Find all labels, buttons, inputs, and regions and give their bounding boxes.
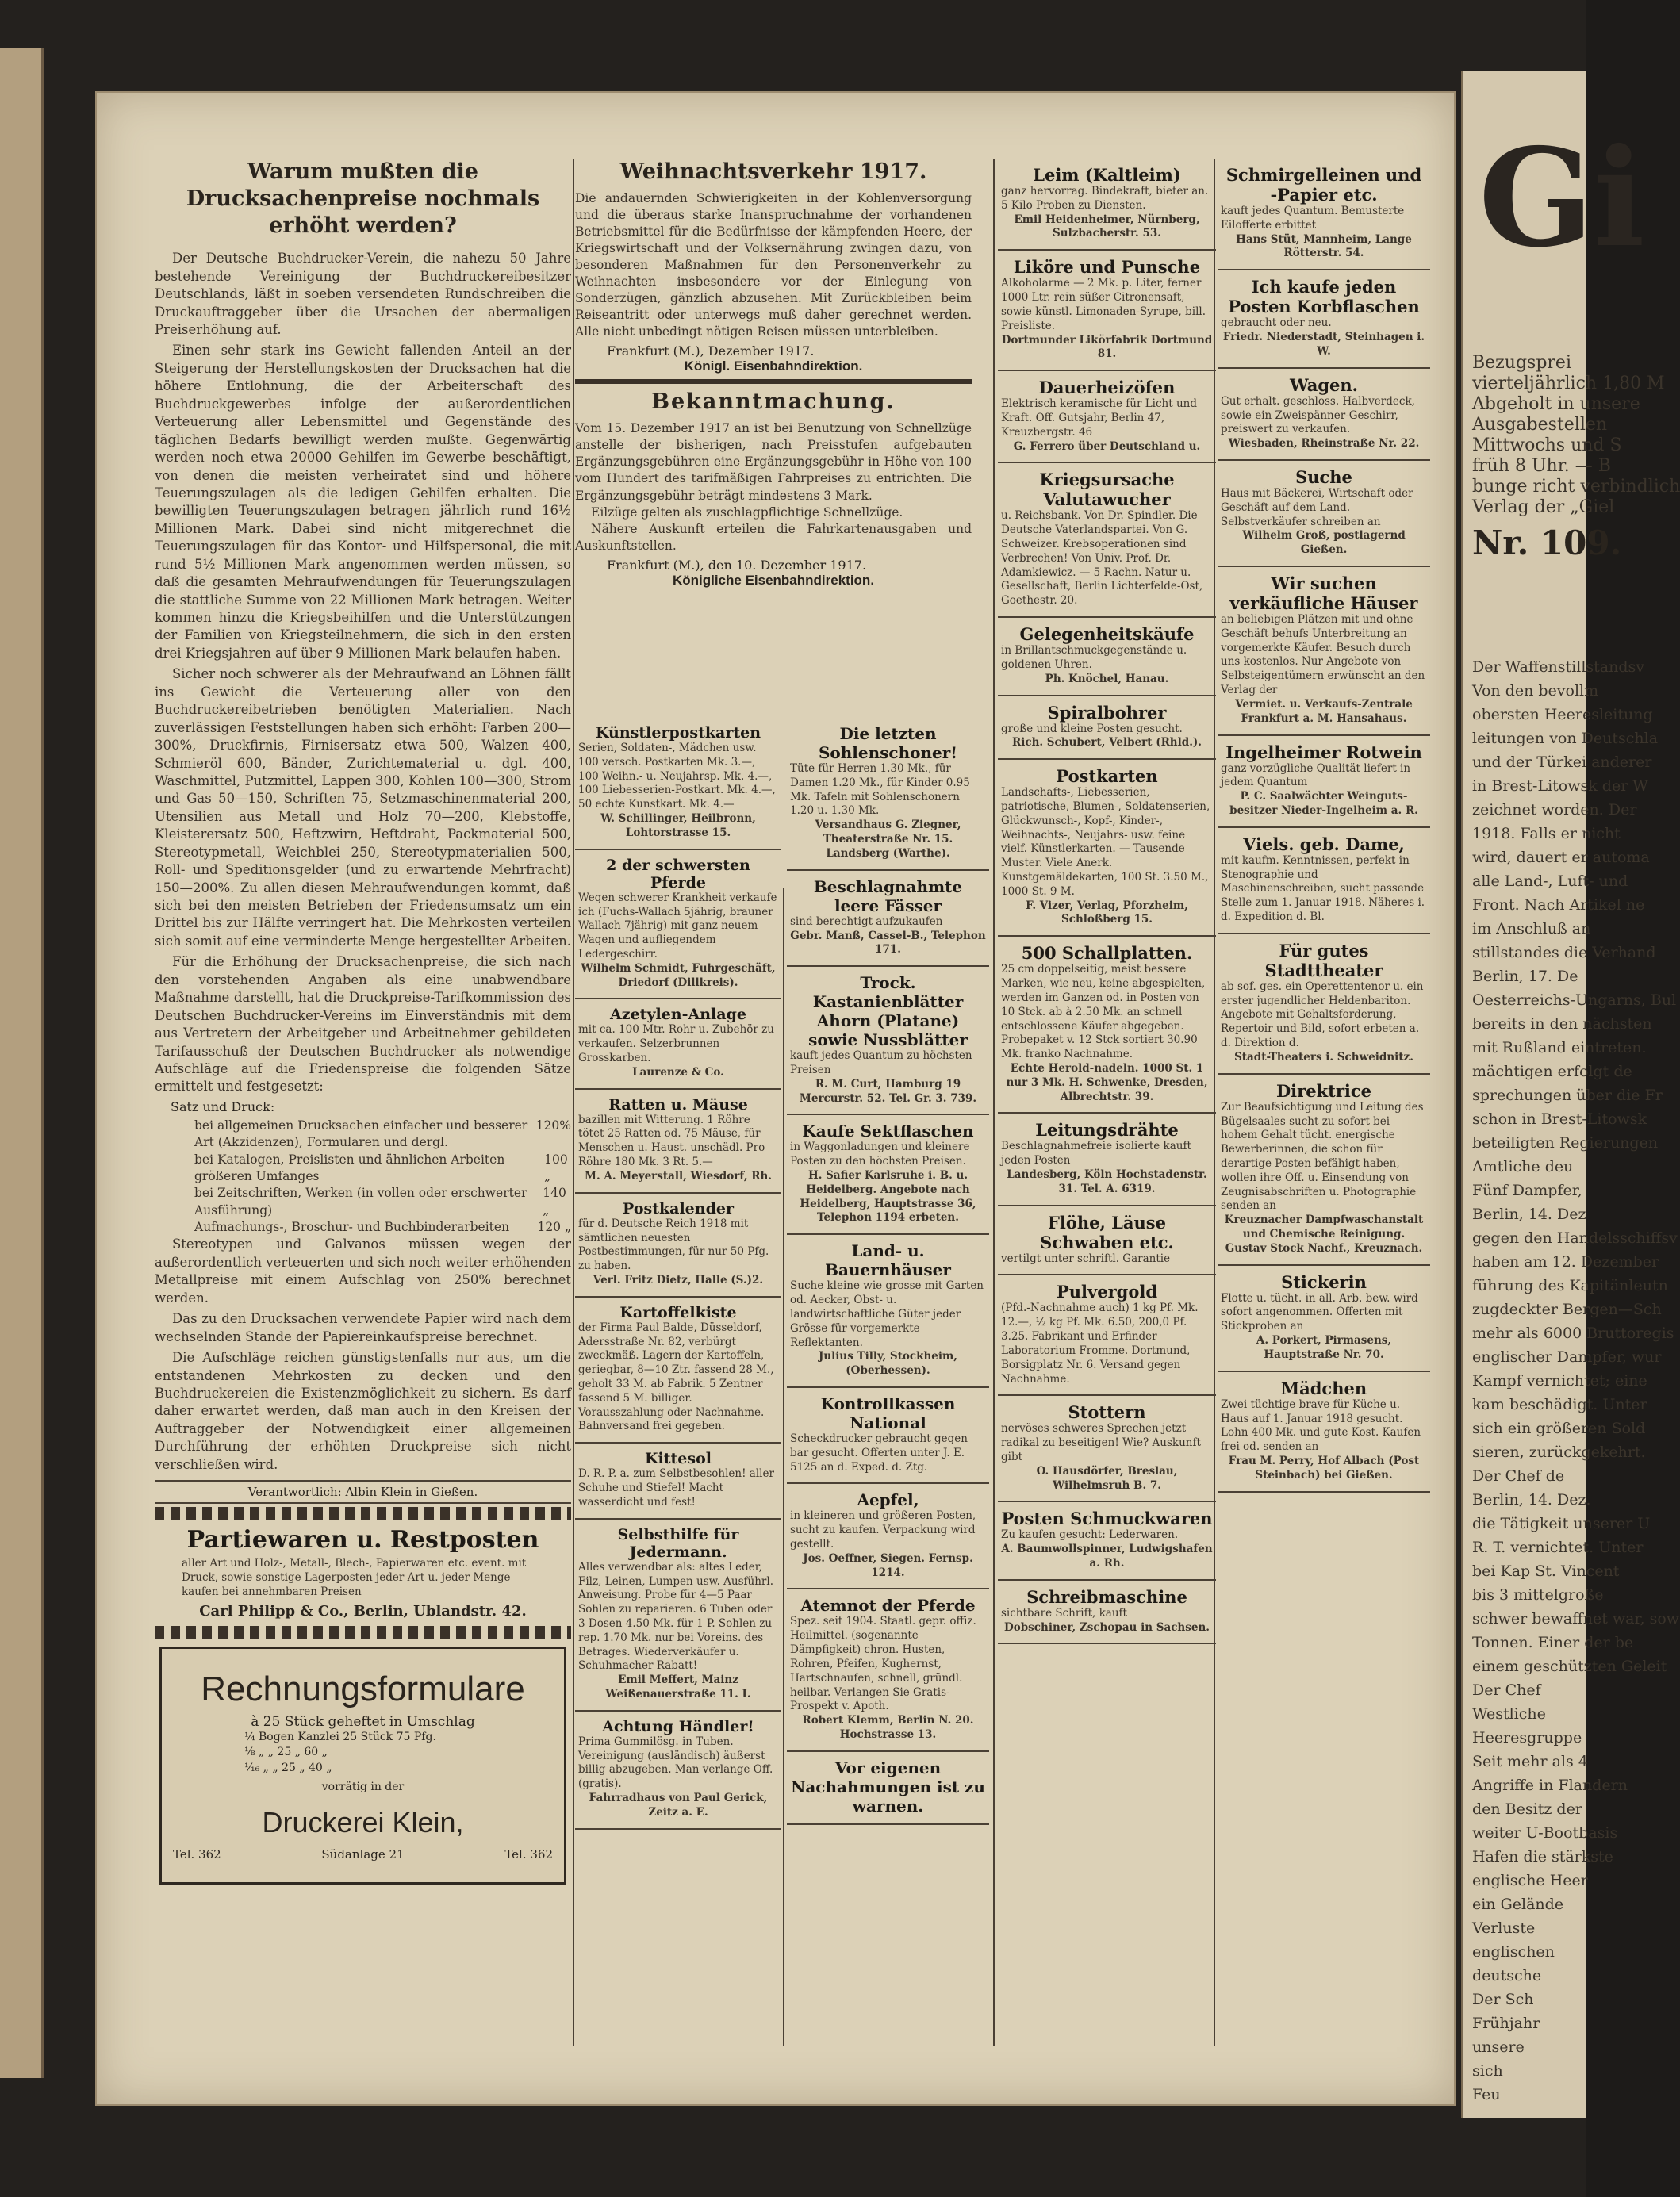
next-page-news-line: R. T. vernichtet. Unter [1472,1539,1644,1556]
classified-ad [1218,567,1430,736]
next-page-news-line: wird, dauert er automa [1472,849,1650,866]
ad-text: Elektrisch keramische für Licht und Kraft. Off. Gutsjahr, Berlin 47, Kreuzbergstr. 46 [1001,397,1197,439]
ad-title: Stottern [1068,1402,1146,1423]
ad-text: sind berechtigt aufzukaufen [790,914,943,928]
ad-text: D. R. P. a. zum Selbstbesohlen! aller Schuhe und Stiefel! Macht wasserdicht und fest! [578,1467,774,1509]
next-page-news-line: sieren, zurückgekehrt. [1472,1444,1646,1461]
ad-firm: Wilhelm Groß, postlagernd Gießen. [1242,529,1406,557]
next-page-news-line: Der Chef de [1472,1467,1565,1485]
ad-firm: Laurenze & Co. [632,1065,724,1079]
notice-text: Nähere Auskunft erteilen die Fahrkartenausgaben und Auskunftstellen. [575,521,972,553]
ad-title: Vor eigenen Nachahmungen ist zu warnen. [791,1758,985,1815]
ad-text: kauft jedes Quantum. Bemusterte Eilofferte erbittet [1221,205,1405,232]
column-ads-3 [787,718,989,1825]
classified-ad [787,1388,989,1484]
notice-text: Die andauernden Schwierigkeiten in der Kohlenversorgung und die überaus starke Inanspruchnahme der vorhandenen Betriebsmittel für die Bedürfnisse der kämpfenden Heere, der Kriegswirtschaft und der Volksernährung zwingen dazu, von besonderen Maßnahmen für den Personenverkehr zu Weihnachten insbesondere vor der Einlegung von Sonderzügen, gänzlich abzusehen. Mit Zurückbleiben beim Reiseantritt oder unterwegs muß daher gerechnet werden. Alle nicht unbedingt nötigen Reisen müssen unterbleiben. [575,190,972,339]
notice-signature: Königl. Eisenbahndirektion. [684,358,863,374]
ad-firm: Wilhelm Schmidt, Fuhrgeschäft, Driedorf (Dillkreis). [581,961,776,989]
notice-text: Vom 15. Dezember 1917 an ist bei Benutzung von Schnellzüge anstelle der bisherigen, nach Preisstufen aufgebauten Ergänzungsgebühren eine Ergänzungsgebühr in Höhe von 100 vom Hundert des tarifmäßigen Fahrpreises zu entrichten. Die Ergänzungsgebühr beträgt mindestens 3 Mark. [575,421,972,503]
ad-text: Wegen schwerer Krankheit verkaufe ich (Fuchs-Wallach 5jährig, brauner Wallach 7jährig) mit ganz neuem Wagen und aufliegendem Ledergeschirr. [578,891,777,960]
classified-ad [575,1520,781,1712]
notice-title: Weihnachtsverkehr 1917. [619,159,927,184]
next-page-news-line: Hafen die stärkste [1472,1848,1613,1865]
ad-firm: Emil Meffert, Mainz Weißenauerstraße 11. I. [605,1674,751,1700]
notice-title: Bekanntmachung. [651,389,896,415]
ad-firm: R. M. Curt, Hamburg 19 Mercurstr. 52. Tel. Gr. 3. 739. [799,1077,977,1105]
next-page-news-line: mächtigen erfolgt de [1472,1063,1632,1080]
ad-firm: Dortmunder Likörfabrik Dortmund 81. [1001,333,1213,361]
ad-title: Stickerin [1281,1271,1367,1292]
ad-title: Azetylen-Anlage [610,1006,746,1024]
price-label: bei allgemeinen Drucksachen einfacher und besserer Art (Akzidenzen), Formularen und dergl. [194,1118,528,1150]
ad-firm: Julius Tilly, Stockheim, (Oberhessen). [818,1350,958,1378]
ad-title: Dauerheizöfen [1038,378,1176,398]
ad-title: Wagen. [1290,374,1358,395]
next-page-news-line: und der Türkei anderer [1472,753,1652,771]
next-page-news-line: sich [1472,2062,1503,2080]
classified-ad [787,1484,989,1589]
ad-title: Flöhe, Läuse Schwaben etc. [1040,1212,1174,1252]
ad-title: Beschlagnahmte leere Fässer [813,876,963,915]
ad-title: Schmirgelleinen und -Papier etc. [1225,165,1422,205]
next-page-news-line: Der Sch [1472,1991,1534,2008]
classified-ad [998,371,1216,463]
ad-firm: Kreuznacher Dampfwaschanstalt und Chemische Reinigung. Gustav Stock Nachf., Kreuznach. [1224,1214,1424,1255]
ad-title: 500 Schallplatten. [1021,943,1193,964]
classified-ad [998,1114,1216,1206]
classified-ad [998,463,1216,618]
next-page-news-line: den Besitz der [1472,1800,1582,1818]
next-page-news-line: einem geschützten Geleit [1472,1658,1667,1675]
ad-firm: Echte Herold-nadeln. 1000 St. 1 nur 3 Mk. H. Schwenke, Dresden, Albrechtstr. 39. [1006,1061,1208,1103]
ad-text: mit kaufm. Kenntnissen, perfekt in Stenographie und Maschinenschreiben, sucht passende Stelle zum 1. Januar 1918. Näheres i. d. Expedition d. Bl. [1221,853,1425,923]
next-page-line: Mittwochs und S [1472,435,1622,455]
ad-text: bazillen mit Witterung. 1 Röhre tötet 25 Ratten od. 75 Mäuse, für Menschen u. Haust. unschädl. Pro Röhre 180 Mk. 3 Rt. 5.— [578,1113,765,1169]
ad-firm: Stadt-Theaters i. Schweidnitz. [1234,1050,1413,1064]
ad-text: in Waggonladungen und kleinere Posten zu den höchsten Preisen. [790,1141,970,1168]
next-page-news-line: bei Kap St. Vincent [1472,1562,1620,1580]
ad-title: Land- u. Bauernhäuser [825,1241,951,1280]
ad-text: Spez. seit 1904. Staatl. gepr. offiz. Heilmittel. (sogenannte Dämpfigkeit) chron. Husten, Rohren, Pfeifen, Kughernst, Hartschnaufen, schnell, gründl. heilbar. Verlangen Sie Gratis-Prospekt v. Apoth. [790,1615,976,1713]
next-page-news-line: Berlin, 17. De [1472,968,1578,985]
article-paragraph: Für die Erhöhung der Drucksachenpreise, die sich nach den vorstehenden Angaben als eine unabwendbare Maßnahme darstellt, hat die Druckpreise-Tarifkommission des Deutschen Buchdrucker-Vereins im Einverständnis mit dem aus Vertretern der Arbeitgeber und Arbeitnehmer gebildeten Tarifausschuß der Deutschen Buchdrucker als notwendige Aufschläge auf die Friedenspreise die folgenden Sätze ermittelt und festgesetzt: [155,954,571,1095]
ad-firm: Carl Philipp & Co., Berlin, Ublandstr. 42. [199,1602,527,1620]
next-page-news-line: kam beschädigt. Unter [1472,1396,1647,1413]
article-paragraph: Stereotypen und Galvanos müssen wegen der außerordentlich verteuerten und sich noch weiter erhöhenden Metallpreise mit einem Aufschlag von 250% berechnet werden. [155,1237,571,1306]
ad-text: Serien, Soldaten-, Mädchen usw. 100 versch. Postkarten Mk. 3.—, 100 Weihn.- u. Neujahrsp. Mk. 4.—, 100 Liebesserien-Postkart. Mk. 4.—, 50 echte Kunstkart. Mk. 4.— [578,742,776,811]
next-page-news-line: Berlin, 14. Dez. [1472,1491,1591,1509]
next-page-news-line: Von den bevollm [1472,682,1599,700]
ad-firm: O. Hausdörfer, Breslau, Wilhelmsruh B. 7. [1036,1464,1178,1492]
next-page-news-line: englische Heer [1472,1872,1588,1889]
ad-text: ganz vorzügliche Qualität liefert in jedem Quantum [1221,761,1411,789]
ad-firm: Dobschiner, Zschopau in Sachsen. [1004,1620,1210,1634]
classified-ad [998,618,1216,696]
ad-footer [173,1847,553,1862]
ad-title: Postkalender [623,1199,734,1217]
next-page-news-line: Berlin, 14. Dez [1472,1206,1586,1223]
next-page-line: Verlag der „Giel [1472,497,1615,517]
next-page-news-line: weiter U-Bootbasis [1472,1824,1618,1842]
ad-firm: Gebr. Manß, Cassel-B., Telephon 171. [790,929,986,957]
ad-title: Wir suchen verkäufliche Häuser [1229,573,1418,613]
ad-text: Landschafts-, Liebesserien, patriotische, Blumen-, Soldatenserien, Glückwunsch-, Kopf-, Kinder-, Weihnachts-, Neujahrs- usw. feine vielf. Künstlerkarten. — Tausende Muster. Viele Anerk. Kunstgemäldekarten, 100 St. 3.50 M., 1000 St. 9 M. [1001,786,1210,898]
ad-text: Zwei tüchtige brave für Küche u. Haus auf 1. Januar 1918 gesucht. Lohn 400 Mk. und gute Kost. Kaufen frei od. senden an [1221,1398,1421,1454]
ad-title: Ingelheimer Rotwein [1225,742,1422,762]
ad-title: Spiralbohrer [1047,702,1167,723]
next-page-news-line: deutsche [1472,1967,1542,1984]
notice-text: Eilzüge gelten als zuschlagpflichtige Schnellzüge. [591,504,903,520]
classified-ad [998,1502,1216,1580]
ad-text: in Brillantschmuckgegenstände u. goldenen Uhren. [1001,644,1187,671]
next-page-news-line: Westliche [1472,1705,1546,1723]
ad-title: Selbsthilfe für Jedermann. [617,1525,739,1561]
next-page-news-line: sich ein größeren Sold [1472,1420,1646,1437]
classified-ad [1218,736,1430,828]
ad-title: Ich kaufe jeden Posten Korbflaschen [1228,277,1420,317]
next-page-news-line: mehr als 6000 Bruttoregis [1472,1325,1674,1342]
ad-title: Künstlerpostkarten [595,724,761,742]
ad-firm: Verl. Fritz Dietz, Halle (S.)2. [593,1273,764,1286]
next-page-news-line: schwer bewaffnet war, sow [1472,1610,1680,1628]
ad-firm: H. Safier Karlsruhe i. B. u. Heidelberg. Angebote nach Heidelberg, Hauptstrasse 36, Telephon 1194 erbeten. [800,1169,976,1225]
ad-firm: Frau M. Perry, Hof Albach (Post Steinbach) bei Gießen. [1228,1454,1420,1482]
next-page-news-line: gegen den Handelsschiffsv [1472,1229,1678,1247]
classified-ad [787,1115,989,1235]
ad-text: Zu kaufen gesucht: Lederwaren. [1001,1528,1179,1542]
next-page-line: Abgeholt in unsere [1472,394,1640,414]
next-page-news-line: ein Gelände [1472,1896,1564,1913]
price-heading: Satz und Druck: [171,1098,275,1114]
ad-title: Für gutes Stadttheater [1264,940,1383,980]
ad-firm: Robert Klemm, Berlin N. 20. Hochstrasse 13. [802,1714,974,1741]
next-page-news-line: englischer Dampfer, wur [1472,1348,1662,1366]
next-page-news-line: englischen [1472,1943,1555,1961]
classified-ad [998,159,1216,251]
column-ads-5 [1218,159,1430,1493]
ad-title: Gelegenheitskäufe [1019,624,1195,645]
ad-title: Leitungsdrähte [1035,1120,1179,1141]
classified-ad [575,1712,781,1830]
ad-title: Suche [1295,466,1352,487]
ad-firm: Druckerei Klein, [262,1806,464,1839]
ad-firm: Versandhaus G. Ziegner, Theaterstraße Nr. 15. Landsberg (Warthe). [815,819,961,860]
price-row [194,1118,571,1152]
next-page-news-line: Seit mehr als 4 [1472,1753,1588,1770]
divider [575,379,972,384]
ad-title: Liköre und Punsche [1013,257,1201,278]
article-body [155,250,571,1096]
ad-firm: Fahrradhaus von Paul Gerick, Zeitz a. E. [589,1792,768,1819]
next-page-news-line: Feu [1472,2086,1501,2103]
ad-text: in kleineren und größeren Posten, sucht zu kaufen. Verpackung wird gestellt. [790,1509,976,1551]
classified-ad [1218,1372,1430,1493]
ad-title: Atemnot der Pferde [800,1596,976,1616]
decorative-border [155,1626,571,1639]
next-page-news-line: Fünf Dampfer, [1472,1182,1582,1199]
left-page-edge [0,48,44,2078]
price-value: 120% [535,1118,571,1133]
classified-ad [575,1298,781,1444]
ad-text: ganz hervorrag. Bindekraft, bieter an. 5 Kilo Proben zu Diensten. [1001,185,1209,212]
ad-stock-note: vorrätig in der [321,1781,405,1794]
ad-text: aller Art und Holz-, Metall-, Blech-, Papierwaren etc. event. mit Druck, sowie sonstige Lagerposten jeder Art u. jeder Menge kaufen bei annehmbaren Preisen [182,1557,527,1598]
next-page-news-line: Amtliche deu [1472,1158,1574,1175]
classified-ad [1218,159,1430,270]
next-page-news-line: führung des Kapitänleutn [1472,1277,1668,1294]
column-notices [575,159,972,589]
ad-firm: Vermiet. u. Verkaufs-Zentrale Frankfurt a. M. Hansahaus. [1235,697,1413,725]
ad-text: Flotte u. tücht. in all. Arb. bew. wird sofort angenommen. Offerten mit Stickproben an [1221,1291,1418,1333]
ad-text: große und kleine Posten gesucht. [1001,722,1183,735]
ad-title: Kartoffelkiste [619,1303,737,1321]
ad-title: Kaufe Sektflaschen [802,1122,974,1141]
price-value: 140 „ [543,1186,566,1217]
ad-text: Beschlagnahmefreie isolierte kauft jeden Posten [1001,1140,1191,1168]
classified-ad [998,1581,1216,1645]
classified-ad [998,937,1216,1114]
ad-title: Partiewaren u. Restposten [186,1526,539,1555]
ad-title: Die letzten Sohlenschoner! [818,724,958,762]
ad-text: mit ca. 100 Mtr. Rohr u. Zubehör zu verkaufen. Selzerbrunnen Grosskarben. [578,1023,774,1064]
price-value: 100 „ [544,1152,568,1183]
next-page-news-line: Frühjahr [1472,2015,1540,2032]
ad-text: sichtbare Schrift, kauft [1001,1606,1127,1620]
ad-subtitle: à 25 Stück geheftet in Umschlag [251,1713,475,1730]
next-page-news-line: haben am 12. Dezember [1472,1253,1659,1271]
price-label: bei Katalogen, Preislisten und ähnlichen Arbeiten größeren Umfanges [194,1152,505,1183]
classified-ad [1218,1266,1430,1372]
price-row: ¼ Bogen Kanzlei 25 Stück 75 Pfg. [244,1730,436,1743]
next-page-news-line: stillstandes die Verhand [1472,944,1656,961]
ad-title: Direktrice [1275,1080,1372,1101]
ad-text: ab sof. ges. ein Operettentenor u. ein erster jugendlicher Heldenbariton. Angebote mit Gehaltsforderung, Repertoir und Bild, sofort erbeten a. d. Direktion d. [1221,980,1424,1050]
ad-title: Kittesol [645,1450,712,1468]
ad-title: Pulvergold [1056,1282,1157,1302]
next-page-news-line: Heeresgruppe [1472,1729,1582,1746]
ad-firm: P. C. Saalwächter Weinguts-besitzer Nieder-Ingelheim a. R. [1229,790,1418,817]
ad-text: kauft jedes Quantum zu höchsten Preisen [790,1049,972,1076]
ad-text: Zur Beaufsichtigung und Leitung des Bügelsaales sucht zu sofort bei hohem Gehalt tücht. energische Bewerberinnen, die schon für derartige Posten befähigt haben, wollen ihre Off. u. Einsendung von Zeugnisabschriften u. Photographie senden an [1221,1100,1424,1213]
classified-ad [575,850,781,1000]
ad-title: Viels. geb. Dame, [1243,834,1405,854]
next-page-news-line: mit Rußland eintreten. [1472,1039,1647,1056]
ad-firm: W. Schillinger, Heilbronn, Lohtorstrasse 15. [600,812,756,839]
notice-place: Frankfurt (M.), Dezember 1917. [607,343,815,359]
ad-firm: Ph. Knöchel, Hanau. [1045,672,1169,685]
next-page-news-line: Der Chef [1472,1681,1541,1699]
next-page-line: Bezugsprei [1472,353,1571,373]
ad-firm: Hans Stüt, Mannheim, Lange Rötterstr. 54. [1236,232,1412,260]
classified-ad [1218,270,1430,368]
ad-firm: A. Porkert, Pirmasens, Hauptstraße Nr. 70. [1256,1334,1392,1361]
notice-signature: Königliche Eisenbahndirektion. [672,572,875,588]
price-row [194,1219,571,1236]
next-page-news-line: beteiligten Regierungen [1472,1134,1659,1152]
ad-title: Leim (Kaltleim) [1033,165,1181,185]
price-list [155,1118,571,1237]
classified-ad [575,1444,781,1519]
next-page-news-line: Angriffe in Flandern [1472,1777,1628,1794]
next-page-news-line: schon in Brest-Litowsk [1472,1110,1647,1128]
next-page-issue-number: Nr. 109. [1472,523,1622,562]
next-page-masthead: Gi [1479,119,1645,278]
ad-text: Haus mit Bäckerei, Wirtschaft oder Geschäft auf dem Land. Selbstverkäufer schreiben an [1221,486,1413,528]
next-page-news-line: im Anschluß an [1472,920,1591,937]
classified-ad [787,1235,989,1388]
next-page-line: vierteljährlich 1,80 M [1472,374,1665,393]
ad-firm: Landesberg, Köln Hochstadenstr. 31. Tel. A. 6319. [1007,1168,1207,1195]
ad-text: (Pfd.-Nachnahme auch) 1 kg Pf. Mk. 12.—, ½ kg Pf. Mk. 6.50, 200,0 Pf. 3.25. Fabrikant und Erfinder Laboratorium Fromme. Dortmund, Borsigplatz Nr. 6. Versand gegen Nachnahme. [1001,1302,1199,1386]
article-closing [155,1236,571,1474]
ad-firm: Wiesbaden, Rheinstraße Nr. 22. [1228,437,1420,451]
ad-text: Gut erhalt. geschloss. Halbverdeck, sowie ein Zweispänner-Geschirr, preiswert zu verkaufen. [1221,394,1415,436]
next-page-news-line: in Brest-Litowsk der W [1472,777,1648,795]
classified-ad [787,718,989,871]
ad-text: der Firma Paul Balde, Düsseldorf, Adersstraße Nr. 82, verbürgt zweckmäß. Lagern der Kartoffeln, geriegbar, 8—10 Ztr. fassend 28 M., geholt 33 M. ab Fabrik. 5 Zentner fassend 5 M. billiger. Vorausszahlung oder Nachnahme. Bahnversand frei gegeben. [578,1321,774,1433]
price-label: bei Zeitschriften, Werken (in vollen oder erschwerter Ausführung) [194,1186,527,1217]
ad-text: Suche kleine wie grosse mit Garten od. Aecker, Obst- u. landwirtschaftliche Güter jeder Grösse für vorgemerkte Reflektanten. [790,1279,984,1349]
price-value: 120 „ [537,1220,571,1235]
column-rule-2 [783,888,784,2046]
ad-text: Alkoholarme — 2 Mk. p. Liter, ferner 1000 Ltr. rein süßer Citronensaft, sowie künstl. Limonaden-Syrupe, bill. Preisliste. [1001,277,1206,332]
next-page-news-line: Tonnen. Einer der be [1472,1634,1634,1651]
classified-ad [1218,461,1430,567]
ad-title: Ratten u. Mäuse [608,1095,748,1114]
notice-place: Frankfurt (M.), den 10. Dezember 1917. [607,557,867,573]
classified-ad [1218,828,1430,934]
price-row [194,1152,571,1186]
article-paragraph: Die Aufschläge reichen günstigstenfalls nur aus, um die entstandenen Mehrkosten zu decken und den Buchdruckereien die Existenzmöglichkeit zu sichern. Es darf daher erwartet werden, daß man auch in den Kreisen der Auftraggeber der Notwendigkeit einer allgemeinen Durchführung der erhöhten Druckpreise sich nicht verschließen wird. [155,1350,571,1472]
next-page-news-line: Verluste [1472,1919,1536,1937]
next-page-news-line: zugdeckter Bergen—Sch [1472,1301,1662,1318]
ad-firm: Friedr. Niederstadt, Steinhagen i. W. [1222,331,1425,358]
classified-ad [575,999,781,1089]
next-page-news-line: obersten Heeresleitung [1472,706,1653,723]
next-page-news-line: 1918. Falls er nicht [1472,825,1621,842]
classified-ad [998,1275,1216,1396]
classified-ad [998,1206,1216,1276]
column-main-article [155,159,571,1892]
classified-ad [787,1589,989,1751]
next-page-news-line: Front. Nach Artikel ne [1472,896,1645,914]
classified-ad [998,760,1216,937]
next-page-news-line: alle Land-, Luft- und [1472,872,1628,890]
ad-partiewaren [155,1523,571,1622]
column-rule-1 [573,159,574,2046]
next-page-line: früh 8 Uhr. — B [1472,456,1611,476]
phone-number: Tel. 362 [504,1847,553,1862]
article-paragraph: Einen sehr stark ins Gewicht fallenden Anteil an der Steigerung der Herstellungskosten der Drucksachen hat die höhere Entlohnung, die der Arbeiterschaft des Buchdruckgewerbes infolge der außerordentlichen Verteuerung aller Lebensmittel und Gegenstände des täglichen Bedarfs bewilligt werden mußte. Gegenwärtig werden noch etwa 20000 Gehilfen im Gewerbe beschäftigt, von denen die meisten verheiratet sind und höhere Teuerungszulagen als die ledigen Gehilfen erhalten. Die bewilligten Teuerungszulagen betragen jährlich rund 16½ Millionen Mark. Dabei sind nicht mitgerechnet die Teuerungszulagen für das Kontor- und Hilfspersonal, die mit rund 5½ Millionen Mark angenommen werden müssen, so daß die gesamten Mehraufwendungen für Teuerungszulagen die stattliche Summe von 22 Millionen Mark betragen. Weiter kommen hinzu die Kriegsbeihilfen und die Unterstützungen der Familien von Kriegsteilnehmern, die sich in den ersten drei Kriegsjahren auf über 9 Millionen Mark belaufen haben. [155,343,571,661]
price-row [194,1185,571,1219]
classified-ad [787,967,989,1115]
ad-text: Scheckdrucker gebraucht gegen bar gesucht. Offerten unter J. E. 5125 an d. Exped. d. Ztg. [790,1432,968,1474]
classified-ad [998,696,1216,761]
price-label: Aufmachungs-, Broschur- und Buchbinderarbeiten [194,1220,510,1235]
price-row: ⅟₁₆ „ „ 25 „ 40 „ [244,1761,332,1774]
classified-ad [575,1194,781,1298]
classified-ad [575,1090,781,1194]
article-paragraph: Das zu den Drucksachen verwendete Papier wird nach dem wechselnden Stande der Papiereinkaufspreise berechnet. [155,1311,571,1344]
classified-ad [787,871,989,967]
ad-firm: Rich. Schubert, Velbert (Rhld.). [1012,736,1202,750]
classified-ad [787,1752,989,1825]
next-page-fragment [1461,71,1680,2118]
next-page-news-line: die Tätigkeit unserer U [1472,1515,1651,1532]
ad-title: 2 der schwersten Pferde [606,856,750,891]
ad-rechnungsformulare [159,1647,566,1885]
ad-title: Schreibmaschine [1026,1586,1187,1607]
next-page-news-line: Kampf vernichtet; eine [1472,1372,1647,1390]
classified-ad [1218,1075,1430,1266]
classified-ad [575,718,781,850]
next-page-news-line: bereits in den nächsten [1472,1015,1652,1033]
ad-text: nervöses schweres Sprechen jetzt radikal zu beseitigen! Wie? Auskunft gibt [1001,1422,1201,1463]
next-page-news-line: sprechungen über die Fr [1472,1087,1663,1104]
responsible-editor: Verantwortlich: Albin Klein in Gießen. [155,1480,571,1504]
classified-ad [1218,934,1430,1075]
ad-text: an beliebigen Plätzen mit und ohne Geschäft behufs Unterbreitung an vorgemerkte Käufer. Besuch durch uns kostenlos. Nur Angebote von Selbsteigentümern erwünscht an den Verlag der [1221,613,1425,697]
ad-title: Posten Schmuckwaren [1001,1509,1213,1529]
ad-text: u. Reichsbank. Von Dr. Spindler. Die Deutsche Vaterlandspartei. Von G. Schweizer. Krebsoperationen sind Verbrechen! Von Univ. Prof. Dr. Adamkiewicz. — 5 Rachn. Natur u. Gesellschaft, Berlin Lichterfelde-Ost, Goethestr. 20. [1001,509,1203,608]
next-page-news-line: Oesterreichs-Ungarns, Bul [1472,991,1677,1009]
classified-ad [1218,369,1430,461]
ad-title: Rechnungsformulare [201,1669,525,1708]
ad-title: Mädchen [1280,1378,1367,1398]
next-page-news-line: Der Waffenstillstandsv [1472,658,1644,676]
ad-title: Achtung Händler! [602,1717,754,1735]
ad-firm: Jos. Oeffner, Siegen. Fernsp. 1214. [803,1551,973,1579]
ad-text: gebraucht oder neu. [1221,316,1332,330]
price-row: ⅛ „ „ 25 „ 60 „ [244,1746,328,1759]
ad-title: Kriegsursache Valutawucher [1039,470,1175,510]
ad-firm: G. Ferrero über Deutschland u. [1013,439,1201,453]
article-title: Warum mußten die Drucksachenpreise nochmals erhöht werden? [186,159,540,238]
column-ads-2 [575,718,781,1830]
ad-text: Tüte für Herren 1.30 Mk., für Damen 1.20 Mk., für Kinder 0.95 Mk. Tafeln mit Sohlenschonern 1.20 u. 1.30 Mk. [790,762,970,818]
ad-firm: Emil Heidenheimer, Nürnberg, Sulzbacherstr. 53. [1014,213,1200,240]
next-page-line: Ausgabestellen [1472,415,1608,435]
ad-text: Alles verwendbar als: altes Leder, Filz, Leinen, Lumpen usw. Ausführl. Anweisung. Probe für 4—5 Paar Sohlen zu reparieren. 6 Tuben oder 3 Dosen 4.50 Mk. für 1 P. Sohlen zu rep. 1.70 Mk. nur bei Voreins. des Betrages. Wiederverkäufer u. Schuhmacher Rabatt! [578,1560,773,1673]
classified-ad [998,251,1216,371]
article-paragraph: Der Deutsche Buchdrucker-Verein, die nahezu 50 Jahre bestehende Vereinigung der Buchdruckereibesitzer Deutschlands, läßt in soeben versendeten Rundschreiben die Druckauftraggeber über die Ursachen der abermaligen Preiserhöhung auf. [155,251,571,337]
phone-number: Tel. 362 [173,1847,221,1862]
ad-firm: A. Baumwollspinner, Ludwigshafen a. Rh. [1001,1543,1213,1570]
ad-text: 25 cm doppelseitig, meist bessere Marken, wie neu, keine abgespielten, werden im Ganzen od. in Posten von 10 Stck. ab à 2.50 Mk. an schnell entschlossene Käufer abgegeben. Probepaket v. 12 Stck sortiert 30.90 Mk. franko Nachnahme. [1001,963,1206,1061]
classified-ad [998,1396,1216,1502]
ad-firm: F. Vizer, Verlag, Pforzheim, Schloßberg 15. [1026,899,1188,926]
address: Südanlage 21 [321,1847,405,1862]
next-page-line: bunge richt verbindlich [1472,477,1680,497]
ad-title: Trock. Kastanienblätter Ahorn (Platane) sowie Nussblätter [808,973,968,1050]
ad-text: für d. Deutsche Reich 1918 mit sämtlichen neuesten Postbestimmungen, für nur 50 Pfg. zu haben. [578,1217,769,1273]
ad-text: Prima Gummilösg. in Tuben. Vereinigung (ausländisch) äußerst billig abzugeben. Man verlange Off. (gratis). [578,1735,773,1791]
ad-title: Kontrollkassen National [820,1394,956,1432]
next-page-news-line: zeichnet worden. Der [1472,801,1637,819]
next-page-news-line: unsere [1472,2038,1525,2056]
next-page-news-line: leitungen von Deutschla [1472,730,1659,747]
column-rule-3 [993,159,995,2046]
ad-firm: M. A. Meyerstall, Wiesdorf, Rh. [585,1169,772,1183]
next-page-news-line: bis 3 mittelgroße [1472,1586,1604,1604]
decorative-border [155,1507,571,1520]
ad-title: Postkarten [1056,766,1158,787]
ad-title: Aepfel, [857,1490,919,1510]
ad-text: vertilgt unter schriftl. Garantie [1001,1252,1171,1265]
column-ads-4 [998,159,1216,1644]
article-paragraph: Sicher noch schwerer als der Mehraufwand an Löhnen fällt ins Gewicht die Verteuerung aller von den Buchdruckereibetrieben benötigten Materialien. Nach zuverlässigen Feststellungen haben sich erhöht: Farben 200—300%, Druckfirnis, Firnisersatz etwa 500, Walzen 400, Schmieröl 600, Bänder, Zurichtematerial u. dgl. 400, Waschmittel, Putzmittel, Lappen 300, Kohlen 100—300, Strom und Gas 50—150, Schriften 75, Setzmaschinenmaterial 200, Utensilien aus Metall und Holz 70—200, Klebstoffe, Kleisterersatz 500, Heftzwirn, Heftdraht, Packmaterial 500, Stereotypmetall, Weichblei 250, Stereotypmaterialien 500, Roll- und Speditionsgelder (und zu erwartende Mehrfracht) 150—200%. Zu allen diesen Mehraufwendungen kommt, daß sich bei den meisten Betrieben der Friedensumsatz um ein Drittel bis zur Hälfte verringert hat. Die Mehrkosten verteilen sich somit auf eine verminderte Menge hergestellter Arbeiten. [155,666,572,949]
